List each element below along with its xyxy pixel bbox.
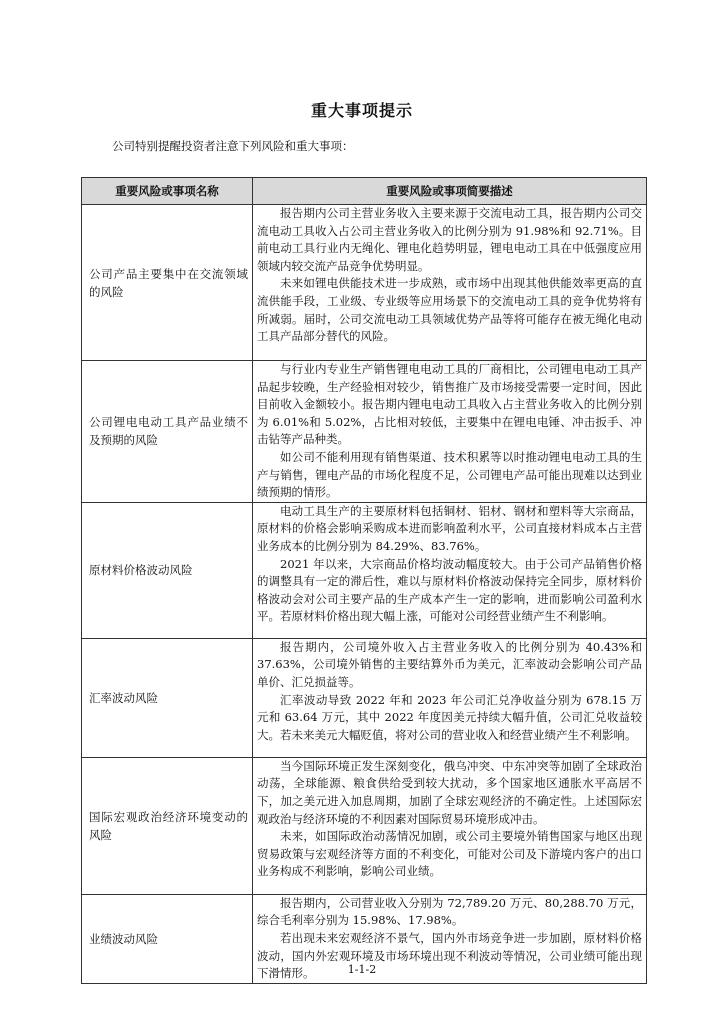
risk-table (81, 177, 647, 984)
page-number: 1-1-2 (347, 963, 377, 976)
header-risk-name: 重要风险或事项名称 (82, 178, 253, 205)
table-row (82, 638, 647, 757)
table-header-row (82, 178, 647, 205)
description-paragraph: 报告期内，公司营业收入分别为 72,789.20 万元、80,288.70 万元，综合毛利率分别为 15.98%、17.98%。 (257, 895, 642, 928)
risk-description (253, 205, 647, 361)
risk-name: 公司锂电电动工具产品业绩不及预期的风险 (82, 361, 253, 503)
page-title: 重大事项提示 (310, 101, 413, 120)
risk-name: 汇率波动风险 (82, 638, 253, 757)
table-row (82, 502, 647, 638)
risk-name: 原材料价格波动风险 (82, 502, 253, 638)
description-paragraph: 当今国际环境正发生深刻变化，俄乌冲突、中东冲突等加剧了全球政治动荡，全球能源、粮食供给受到较大扰动，多个国家地区通胀水平高居不下，加之美元进入加息周期，加剧了全球宏观经济的不确定性。上述国际宏观政治与经济环境的不利因素对国际贸易环境形成冲击。 (257, 758, 642, 826)
risk-description (253, 757, 647, 894)
description-paragraph: 若出现未来宏观经济不景气，国内外市场竞争进一步加剧，原材料价格波动，国内外宏观环境及市场环境出现不利波动等情况，公司业绩可能出现下滑情形。 (257, 930, 642, 981)
table-row (82, 205, 647, 361)
intro-text: 公司特别提醒投资者注意下列风险和重大事项： (112, 139, 354, 153)
description-paragraph: 电动工具生产的主要原材料包括铜材、铝材、钢材和塑料等大宗商品，原材料的价格会影响采购成本进而影响盈利水平，公司直接材料成本占主营业务成本的比例分别为 84.29%、83.76%。 (257, 503, 642, 553)
header-risk-description: 重要风险或事项简要描述 (253, 178, 647, 205)
table-row (82, 757, 647, 894)
description-paragraph: 汇率波动导致 2022 年和 2023 年公司汇兑净收益分别为 678.15 万元和 63.64 万元，其中 2022 年度因美元持续大幅升值，公司汇兑收益较大。若未来美元大幅贬值，将对公司的营业收入和经营业绩产生不利影响。 (257, 692, 642, 742)
risk-name: 国际宏观政治经济环境变动的风险 (82, 757, 253, 894)
description-paragraph: 未来，如国际政治动荡情况加剧，或公司主要境外销售国家与地区出现贸易政策与宏观经济等方面的不利变化，可能对公司及下游境内客户的出口业务构成不利影响，影响公司业绩。 (257, 829, 642, 879)
table-row (82, 361, 647, 503)
description-paragraph: 未来如锂电供能技术进一步成熟，或市场中出现其他供能效率更高的直流供能手段，工业级、专业级等应用场景下的交流电动工具的竞争优势将有所减弱。届时，公司交流电动工具领域优势产品等将可能存在被无绳化电动工具产品部分替代的风险。 (257, 276, 642, 344)
risk-description (253, 361, 647, 503)
description-paragraph: 2021 年以来，大宗商品价格均波动幅度较大。由于公司产品销售价格的调整具有一定的滞后性，难以与原材料价格波动保持完全同步，原材料价格波动会对公司主要产品的生产成本产生一定的影响，进而影响公司盈利水平。若原材料价格出现大幅上涨，可能对公司经营业绩产生不利影响。 (257, 556, 642, 624)
description-paragraph: 与行业内专业生产销售锂电电动工具的厂商相比，公司锂电电动工具产品起步较晚，生产经验相对较少，销售推广及市场接受需要一定时间，因此目前收入金额较小。报告期内锂电电动工具收入占主营业务收入的比例分别为 6.01%和 5.02%，占比相对较低，主要集中在锂电电锤、冲击扳手、冲击钻等产品种类。 (257, 362, 642, 447)
risk-name: 业绩波动风险 (82, 894, 253, 983)
risk-description (253, 638, 647, 757)
risk-name: 公司产品主要集中在交流领域的风险 (82, 205, 253, 361)
description-paragraph: 报告期内公司主营业务收入主要来源于交流电动工具，报告期内公司交流电动工具收入占公司主营业务收入的比例分别为 91.98%和 92.71%。目前电动工具行业内无绳化、锂电化趋势明显，锂电电动工具在中低强度应用领域内较交流产品竞争优势明显。 (257, 206, 642, 273)
description-paragraph: 报告期内，公司境外收入占主营业务收入的比例分别为 40.43%和 37.63%，公司境外销售的主要结算外币为美元，汇率波动会影响公司产品单价、汇兑损益等。 (257, 639, 642, 689)
description-paragraph: 如公司不能利用现有销售渠道、技术积累等以时推动锂电电动工具的生产与销售，锂电产品的市场化程度不足，公司锂电产品可能出现难以达到业绩预期的情形。 (257, 449, 642, 500)
risk-description (253, 502, 647, 638)
